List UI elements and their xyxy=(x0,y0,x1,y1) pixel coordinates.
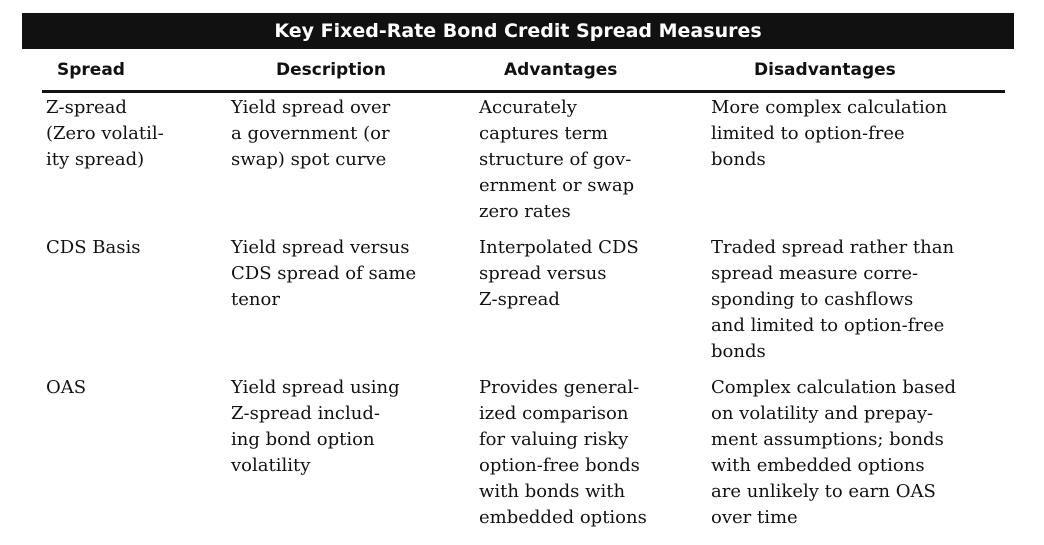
cell-disadvantages: Traded spread rather than spread measure corre- sponding to cashflows and limited to option-free bonds xyxy=(711,237,955,362)
header-rule xyxy=(42,90,1005,93)
cell-disadvantages: Complex calculation based on volatility and prepay- ment assumptions; bonds with embedded options are unlikely to earn OAS over time xyxy=(711,377,957,528)
cell-spread: Z-spread (Zero volatil- ity spread) xyxy=(46,97,164,170)
cell-advantages: Accurately captures term structure of gov- ernment or swap zero rates xyxy=(479,97,635,222)
cell-advantages: Interpolated CDS spread versus Z-spread xyxy=(479,237,639,310)
cell-description: Yield spread over a government (or swap) spot curve xyxy=(231,97,391,170)
cell-spread: CDS Basis xyxy=(46,237,141,258)
header-advantages: Advantages xyxy=(504,60,618,80)
cell-disadvantages: More complex calculation limited to option-free bonds xyxy=(711,97,948,170)
header-spread: Spread xyxy=(57,60,125,80)
cell-advantages: Provides general- ized comparison for valuing risky option-free bonds with bonds with embedded options xyxy=(479,377,647,528)
cell-spread: OAS xyxy=(46,377,87,398)
cell-description: Yield spread using Z-spread includ- ing bond option volatility xyxy=(231,377,400,476)
cell-description: Yield spread versus CDS spread of same tenor xyxy=(231,237,417,310)
header-description: Description xyxy=(276,60,386,80)
table-title: Key Fixed-Rate Bond Credit Spread Measures xyxy=(22,13,1014,49)
header-disadvantages: Disadvantages xyxy=(754,60,896,80)
